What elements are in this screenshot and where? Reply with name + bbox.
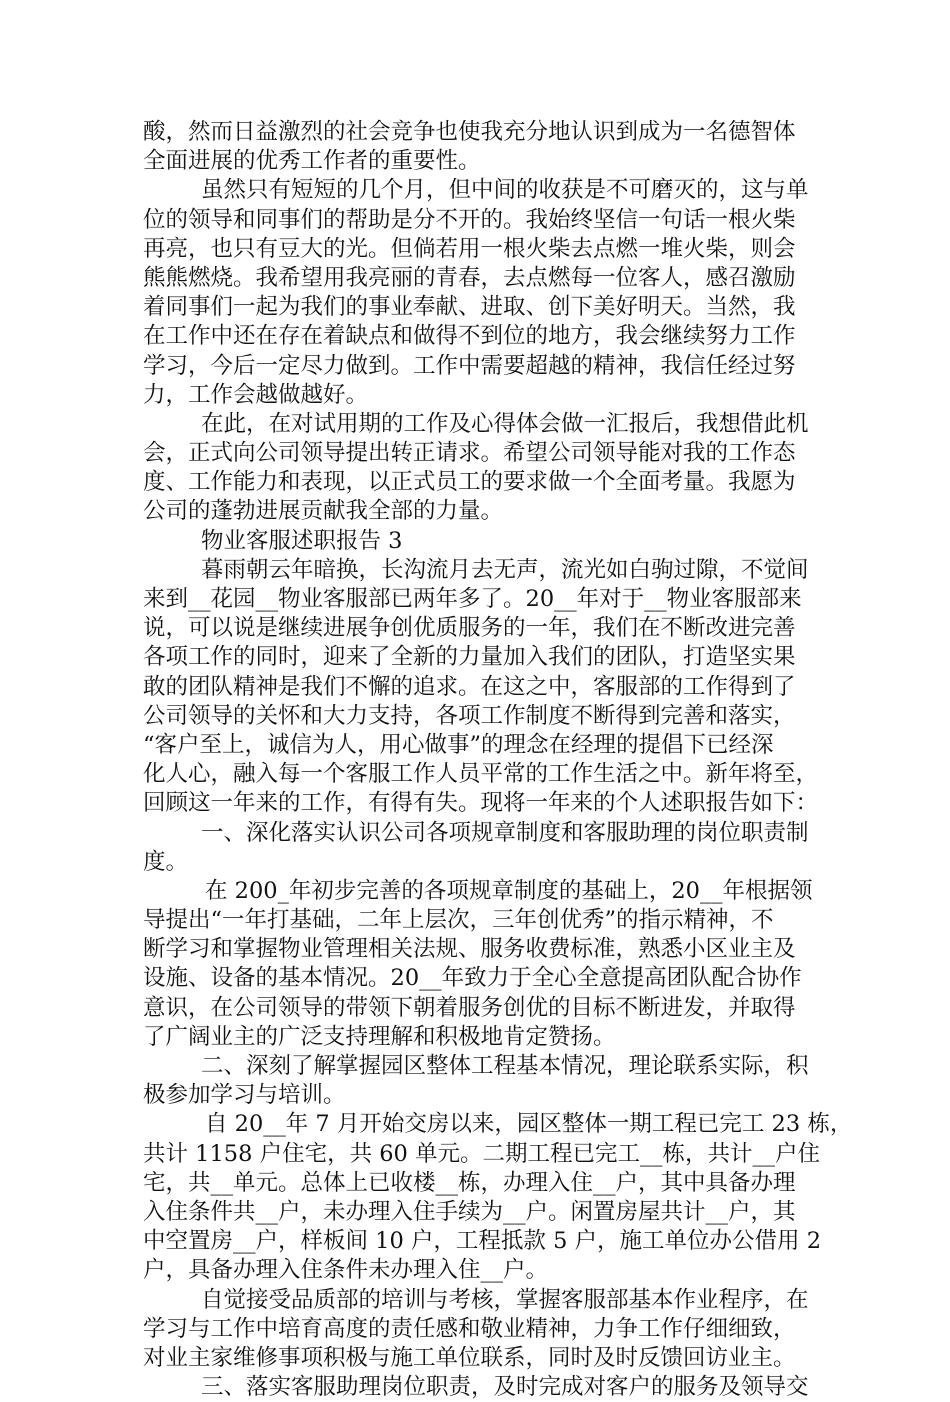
text-line: 说，可以说是继续进展争创优质服务的一年，我们在不断改进完善 [143,615,796,642]
text-line: 户，具备办理入住条件未办理入住__户。 [143,1257,549,1284]
text-line: 敢的团队精神是我们不懈的追求。在这之中，客服部的工作得到了 [143,673,796,700]
text-line: 二、深刻了解掌握园区整体工程基本情况，理论联系实际，积 [201,1053,809,1079]
text-line: 断学习和掌握物业管理相关法规、服务收费标准，熟悉小区业主及 [143,936,796,963]
text-line: 学习与工作中培育高度的责任感和敬业精神，力争工作仔细细致， [143,1315,796,1342]
text-line: 力，工作会越做越好。 [143,381,369,408]
text-line: 宅，共__单元。总体上已收楼__栋，办理入住__户，其中具备办理 [143,1169,796,1196]
text-line: 来到__花园__物业客服部已两年多了。20__年对于__物业客服部来 [143,586,802,612]
text-line: 再亮，也只有豆大的光。但倘若用一根火柴去点燃一堆火柴，则会 [143,235,796,262]
text-line: 熊熊燃烧。我希望用我亮丽的青春，去点燃每一位客人，感召激励 [143,264,796,291]
text-line: 在工作中还在存在着缺点和做得不到位的地方，我会继续努力工作 [143,323,796,350]
text-line: 学习，今后一定尽力做到。工作中需要超越的精神，我信任经过努 [143,352,796,379]
text-line: 位的领导和同事们的帮助是分不开的。我始终坚信一句话一根火柴 [143,206,796,233]
text-line: 物业客服述职报告 3 [201,527,403,554]
text-line: 暮雨朝云年暗换，长沟流月去无声，流光如白驹过隙，不觉间 [201,556,809,583]
text-line: 回顾这一年来的工作，有得有失。现将一年来的个人述职报告如下： [143,790,819,817]
text-line: 在 200_年初步完善的各项规章制度的基础上，20__年根据领 [205,877,813,904]
text-line: 在此，在对试用期的工作及心得体会做一汇报后，我想借此机 [201,410,809,437]
text-line: 酸，然而日益激烈的社会竞争也使我充分地认识到成为一名德智体 [143,119,796,145]
text-line: 各项工作的同时，迎来了全新的力量加入我们的团队，打造坚实果 [143,644,796,671]
text-line: 中空置房__户，样板间 10 户，工程抵款 5 户，施工单位办公借用 2 [143,1228,822,1255]
text-line: “客户至上，诚信为人，用心做事”的理念在经理的提倡下已经深 [143,731,774,758]
text-line: 设施、设备的基本情况。20__年致力于全心全意提高团队配合协作 [143,965,802,992]
text-line: 会，正式向公司领导提出转正请求。希望公司领导能对我的工作态 [143,440,796,467]
text-line: 度、工作能力和表现，以正式员工的要求做一个全面考量。我愿为 [143,469,796,496]
text-line: 了广阔业主的广泛支持理解和积极地肯定赞扬。 [143,1023,616,1050]
text-line: 一、深化落实认识公司各项规章制度和客服助理的岗位职责制 [201,819,809,846]
text-line: 对业主家维修事项积极与施工单位联系，同时及时反馈回访业主。 [143,1344,796,1371]
text-line: 着同事们一起为我们的事业奉献、进取、创下美好明天。当然，我 [143,294,796,321]
document-body [143,118,853,1402]
text-line: 入住条件共__户，未办理入住手续为__户。闲置房屋共计__户，其 [143,1198,796,1225]
text-line: 自 20__年 7 月开始交房以来，园区整体一期工程已完工 23 栋， [205,1111,853,1138]
text-line: 公司领导的关怀和大力支持，各项工作制度不断得到完善和落实， [143,702,796,729]
text-line: 极参加学习与培训。 [143,1082,346,1109]
text-line: 公司的蓬勃进展贡献我全部的力量。 [143,498,504,525]
text-line: 自觉接受品质部的培训与考核，掌握客服部基本作业程序，在 [201,1286,809,1313]
text-line: 意识，在公司领导的带领下朝着服务创优的目标不断进发，并取得 [143,994,796,1021]
text-line: 三、落实客服助理岗位职责，及时完成对客户的服务及领导交 [201,1374,809,1401]
text-line: 度。 [143,848,189,875]
text-line: 导提出“一年打基础，二年上层次，三年创优秀”的指示精神，不 [143,907,774,934]
text-line: 共计 1158 户住宅，共 60 单元。二期工程已完工__栋，共计__户住 [143,1140,821,1167]
text-line: 全面进展的优秀工作者的重要性。 [143,148,481,175]
text-line: 虽然只有短短的几个月，但中间的收获是不可磨灭的，这与单 [201,177,809,204]
text-line: 化人心，融入每一个客服工作人员平常的工作生活之中。新年将至， [143,761,819,788]
